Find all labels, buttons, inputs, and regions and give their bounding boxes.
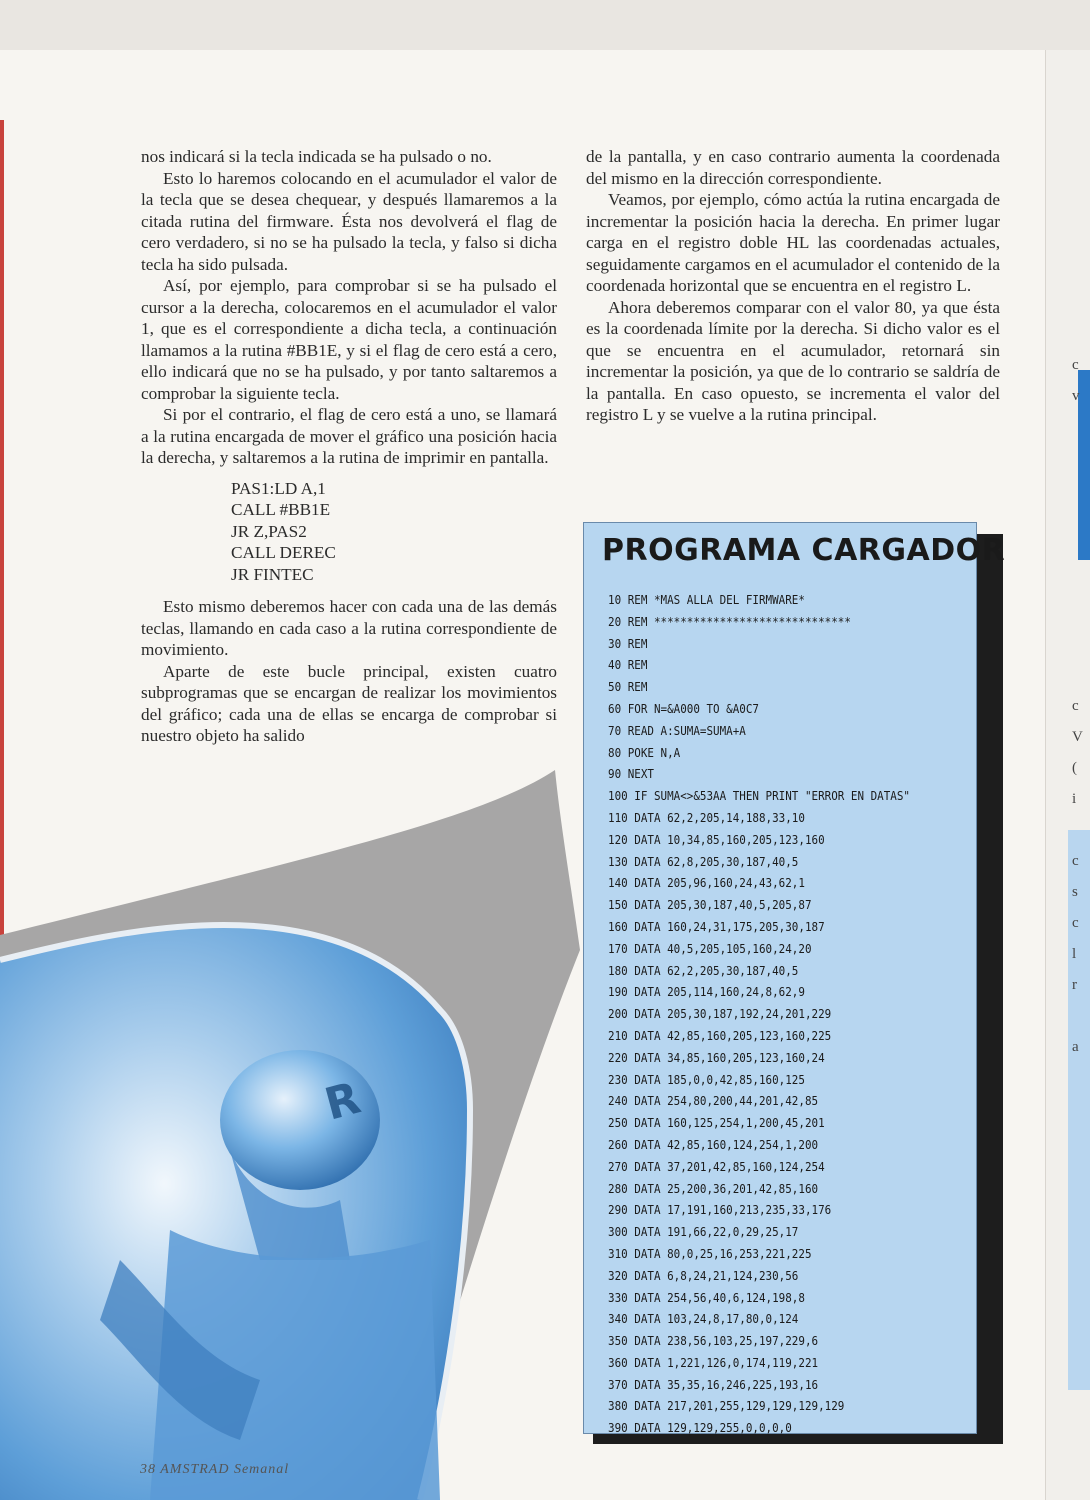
listing-line: 250 DATA 160,125,254,1,200,45,201: [608, 1115, 825, 1131]
adjacent-page-letters: c v c V ( i c s c l r a: [1072, 357, 1083, 1055]
paragraph: Ahora deberemos comparar con el valor 80, ya que ésta es la coordenada límite por la derecha. Si dicho valor es el que se encuentra en el acumulador, retornará sin incrementar la posición, ya que de lo contrario se saldría de la pantalla. En caso opuesto, se incrementa el valor del registro L y se vuelve a la rutina principal.: [586, 297, 1000, 424]
page-footer: 38 AMSTRAD Semanal: [140, 1462, 290, 1477]
listing-line: 340 DATA 103,24,8,17,80,0,124: [608, 1311, 799, 1327]
listing-line: 40 REM: [608, 657, 648, 673]
listing-line: 210 DATA 42,85,160,205,123,160,225: [608, 1027, 832, 1043]
listing-line: 200 DATA 205,30,187,192,24,201,229: [608, 1006, 832, 1022]
jersey-letter-mark: R: [319, 1072, 366, 1131]
listing-line: 10 REM *MAS ALLA DEL FIRMWARE*: [608, 592, 805, 607]
listing-line: 70 READ A:SUMA=SUMA+A: [608, 722, 746, 738]
article-column-left: [141, 146, 557, 747]
asm-line: CALL DEREC: [231, 543, 336, 562]
paragraph: Esto lo haremos colocando en el acumulador el valor de la tecla que se desea chequear, y después llamaremos a la citada rutina del firmware. Ésta nos devolverá el flag de cero verdadero, si no se ha pulsado la tecla, y falso si dicha tecla ha sido pulsada.: [141, 168, 557, 274]
listing-line: 130 DATA 62,8,205,30,187,40,5: [608, 853, 799, 869]
asm-line: JR Z,PAS2: [231, 521, 307, 541]
listing-line: 370 DATA 35,35,16,246,225,193,16: [608, 1376, 819, 1392]
paragraph: Si por el contrario, el flag de cero está a uno, se llamará a la rutina encargada de mover el gráfico una posición hacia la derecha, y saltaremos a la rutina de imprimir en pantalla.: [141, 405, 557, 467]
paragraph: nos indicará si la tecla indicada se ha pulsado o no.: [141, 147, 492, 166]
listing-line: 170 DATA 40,5,205,105,160,24,20: [608, 940, 812, 956]
paragraph: de la pantalla, y en caso contrario aumenta la coordenada del mismo en la dirección correspondiente.: [586, 147, 1000, 188]
program-listing-box: [583, 522, 1006, 1436]
listing-line: 390 DATA 129,129,255,0,0,0,0: [608, 1420, 792, 1436]
paragraph: Veamos, por ejemplo, cómo actúa la rutina encargada de incrementar la posición hacia la derecha. En primer lugar carga en el registro doble HL las coordenadas actuales, seguidamente cargamos en el acumulador el contenido de la coordenada horizontal que se encuentra en el registro L.: [586, 190, 1000, 295]
listing-line: 50 REM: [608, 679, 648, 695]
listing-line: 260 DATA 42,85,160,124,254,1,200: [608, 1136, 819, 1152]
listing-lines: [608, 589, 968, 1439]
listing-line: 270 DATA 37,201,42,85,160,124,254: [608, 1158, 825, 1174]
listing-line: 290 DATA 17,191,160,213,235,33,176: [608, 1202, 832, 1218]
listing-line: 20 REM ******************************: [608, 613, 851, 629]
paragraph: Esto mismo deberemos hacer con cada una de las demás teclas, llamando en cada caso a la rutina correspondiente de movimiento.: [141, 597, 557, 659]
asm-line: PAS1:LD A,1: [231, 478, 326, 498]
listing-title: PROGRAMA CARGADOR: [602, 533, 1006, 568]
listing-line: 160 DATA 160,24,31,175,205,30,187: [608, 918, 825, 934]
listing-line: 230 DATA 185,0,0,42,85,160,125: [608, 1071, 805, 1087]
listing-line: 350 DATA 238,56,103,25,197,229,6: [608, 1333, 819, 1349]
asm-line: CALL #BB1E: [231, 500, 331, 519]
listing-line: 80 POKE N,A: [608, 744, 681, 760]
listing-line: 120 DATA 10,34,85,160,205,123,160: [608, 831, 825, 847]
listing-line: 280 DATA 25,200,36,201,42,85,160: [608, 1180, 819, 1196]
assembly-code-snippet: [231, 478, 557, 586]
listing-line: 100 IF SUMA<>&53AA THEN PRINT "ERROR EN DATAS": [608, 788, 910, 804]
listing-line: 330 DATA 254,56,40,6,124,198,8: [608, 1289, 805, 1305]
asm-line: JR FINTEC: [231, 564, 314, 584]
listing-line: 380 DATA 217,201,255,129,129,129,129: [608, 1398, 845, 1414]
listing-line: 150 DATA 205,30,187,40,5,205,87: [608, 897, 812, 913]
listing-line: 190 DATA 205,114,160,24,8,62,9: [608, 984, 805, 1000]
paragraph: Así, por ejemplo, para comprobar si se ha pulsado el cursor a la derecha, colocaremos en el acumulador el valor 1, que es el correspondiente a dicha tecla, a continuación llamamos a la rutina #BB1E, y si el flag de cero está a cero, ello indicará que no se ha pulsado, y por tanto saltaremos a comprobar la siguiente tecla.: [141, 276, 557, 403]
listing-line: 30 REM: [608, 635, 648, 651]
listing-line: 310 DATA 80,0,25,16,253,221,225: [608, 1245, 812, 1261]
listing-line: 240 DATA 254,80,200,44,201,42,85: [608, 1093, 819, 1109]
listing-line: 320 DATA 6,8,24,21,124,230,56: [608, 1267, 799, 1283]
listing-line: 110 DATA 62,2,205,14,188,33,10: [608, 809, 805, 825]
adjacent-page-edge: [1045, 50, 1090, 1500]
listing-line: 300 DATA 191,66,22,0,29,25,17: [608, 1224, 799, 1240]
article-column-right: [586, 146, 1000, 426]
listing-line: 360 DATA 1,221,126,0,174,119,221: [608, 1354, 819, 1370]
listing-line: 90 NEXT: [608, 766, 654, 782]
listing-line: 60 FOR N=&A000 TO &A0C7: [608, 700, 759, 716]
paragraph: Aparte de este bucle principal, existen cuatro subprogramas que se encargan de realizar los movimientos del gráfico; cada una de ellas se encarga de comprobar si nuestro objeto ha salido: [141, 661, 557, 745]
listing-line: 220 DATA 34,85,160,205,123,160,24: [608, 1049, 825, 1065]
listing-line: 140 DATA 205,96,160,24,43,62,1: [608, 875, 805, 891]
listing-line: 180 DATA 62,2,205,30,187,40,5: [608, 962, 799, 978]
